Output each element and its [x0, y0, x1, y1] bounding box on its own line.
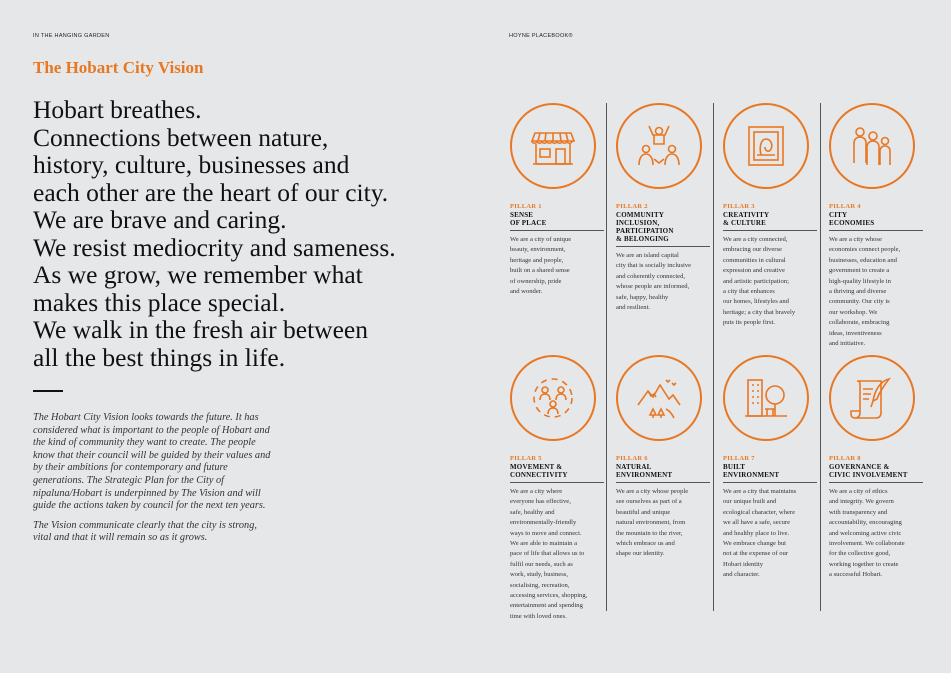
pillar-name: SENSE OF PLACE: [510, 211, 604, 231]
quill-scroll-icon: [849, 375, 895, 421]
vision-statement: [33, 96, 473, 371]
column-divider: [606, 103, 607, 611]
pillar-1: [510, 103, 605, 297]
pillar-icon-circle: [510, 355, 596, 441]
pillar-name: BUILT ENVIRONMENT: [723, 463, 817, 483]
column-divider: [820, 103, 821, 611]
pillar-icon-circle: [829, 355, 915, 441]
column-divider: [713, 103, 714, 611]
people-icon: [849, 123, 895, 169]
pillar-name: MOVEMENT & CONNECTIVITY: [510, 463, 604, 483]
artwork-icon: [743, 123, 789, 169]
connected-people-icon: [530, 375, 576, 421]
vision-line: Connections between nature,: [33, 122, 329, 152]
pillar-name: NATURAL ENVIRONMENT: [616, 463, 710, 483]
vision-line: all the best things in life.: [33, 342, 286, 372]
page-title: The Hobart City Vision: [33, 58, 204, 77]
pillar-description: We are a city that maintains our unique built and ecological character, where we all have a safe, secure and healthy place to live. We embrace change but not at the expense of our Hobart identity and character.: [723, 488, 797, 579]
pillar-icon-circle: [829, 103, 915, 189]
running-header-left: IN THE HANGING GARDEN: [33, 33, 110, 39]
pillar-icon-circle: [616, 355, 702, 441]
vision-line: Hobart breathes.: [33, 95, 202, 124]
pillar-icon-circle: [510, 103, 596, 189]
pillar-description: We are a city whose economies connect people, businesses, education and government to create a high-quality lifestyle in a thriving and diverse community. Our city is our workshop. We collaborate, embracing ideas, inventiveness and initiative.: [829, 236, 901, 348]
intro-text: [33, 412, 273, 552]
vision-line: We resist mediocrity and sameness.: [33, 232, 396, 262]
pillar-icon-circle: [723, 355, 809, 441]
pillar-8: [829, 355, 924, 581]
vision-line: history, culture, businesses and: [33, 150, 350, 179]
pillar-label: PILLAR 8: [829, 455, 861, 462]
divider: [33, 390, 63, 392]
running-header-right: HOYNE PLACEBOOK®: [509, 33, 573, 39]
pillar-6: [616, 355, 711, 560]
intro-paragraph: The Vision communicate clearly that the city is strong, vital and that it will remain so as it grows.: [33, 519, 257, 544]
pillar-7: [723, 355, 818, 581]
vision-line: We walk in the fresh air between: [33, 315, 368, 344]
pillar-name: GOVERNANCE & CIVIC INVOLVEMENT: [829, 463, 923, 483]
pillar-icon-circle: [616, 103, 702, 189]
pillar-name: CITY ECONOMIES: [829, 211, 923, 231]
vision-line: makes this place special.: [33, 287, 286, 317]
building-tree-icon: [743, 375, 789, 421]
pillar-2: [616, 103, 711, 313]
pillar-description: We are a city of ethics and integrity. We govern with transparency and accountability, encouraging and welcoming active civic involvement. We collaborate for the collective good, working together to create a successful Hobart.: [829, 488, 905, 579]
pillar-label: PILLAR 3: [723, 203, 755, 210]
pillar-description: We are a city where everyone has effective, safe, healthy and environmentally-friendly ways to move and connect. We are able to maintain a pace of life that allows us to fulfil our needs, such as work, study, business, socialising, recreation, accessing services, shopping, entertainment and spending time with loved ones.: [510, 488, 588, 620]
pillar-description: We are an island capital city that is socially inclusive and coherently connected, whose people are informed, safe, happy, healthy and resilient.: [616, 252, 692, 312]
pillar-description: We are a city whose people see ourselves as part of a beautiful and unique natural environment, from the mountain to the river, which embrace us and shape our identity.: [616, 488, 689, 558]
pillar-name: COMMUNITY INCLUSION, PARTICIPATION & BELONGING: [616, 211, 710, 247]
pillar-description: We are a city connected, embracing our diverse communities in cultural expression and creative and artistic participation; a city that enhances our homes, lifestyles and heritage; a city that bravely puts its people first.: [723, 236, 796, 327]
pillar-label: PILLAR 4: [829, 203, 861, 210]
pillar-4: [829, 103, 924, 349]
vision-line: As we grow, we remember what: [33, 260, 363, 289]
vision-line: We are brave and caring.: [33, 205, 287, 234]
pillar-icon-circle: [723, 103, 809, 189]
mountain-icon: [636, 375, 682, 421]
pillar-label: PILLAR 2: [616, 203, 648, 210]
pillar-description: We are a city of unique beauty, environment, heritage and people, built on a shared sense of ownership, pride and wonder.: [510, 236, 572, 296]
community-icon: [636, 123, 682, 169]
vision-line: each other are the heart of our city.: [33, 177, 389, 207]
pillar-label: PILLAR 5: [510, 455, 542, 462]
pillar-name: CREATIVITY & CULTURE: [723, 211, 817, 231]
pillar-label: PILLAR 1: [510, 203, 542, 210]
pillar-label: PILLAR 7: [723, 455, 755, 462]
pillar-label: PILLAR 6: [616, 455, 648, 462]
intro-paragraph: The Hobart City Vision looks towards the future. It has considered what is important to the people of Hobart and the kind of community they want to create. The people know that their council will be guided by their values and by their ambitions for contemporary and future generations. The Strategic Plan for the City of nipaluna/Hobart is underpinned by The Vision and will guide the actions taken by council for the next ten years.: [33, 412, 271, 512]
pillar-3: [723, 103, 818, 329]
pillar-5: [510, 355, 605, 622]
storefront-icon: [530, 123, 576, 169]
